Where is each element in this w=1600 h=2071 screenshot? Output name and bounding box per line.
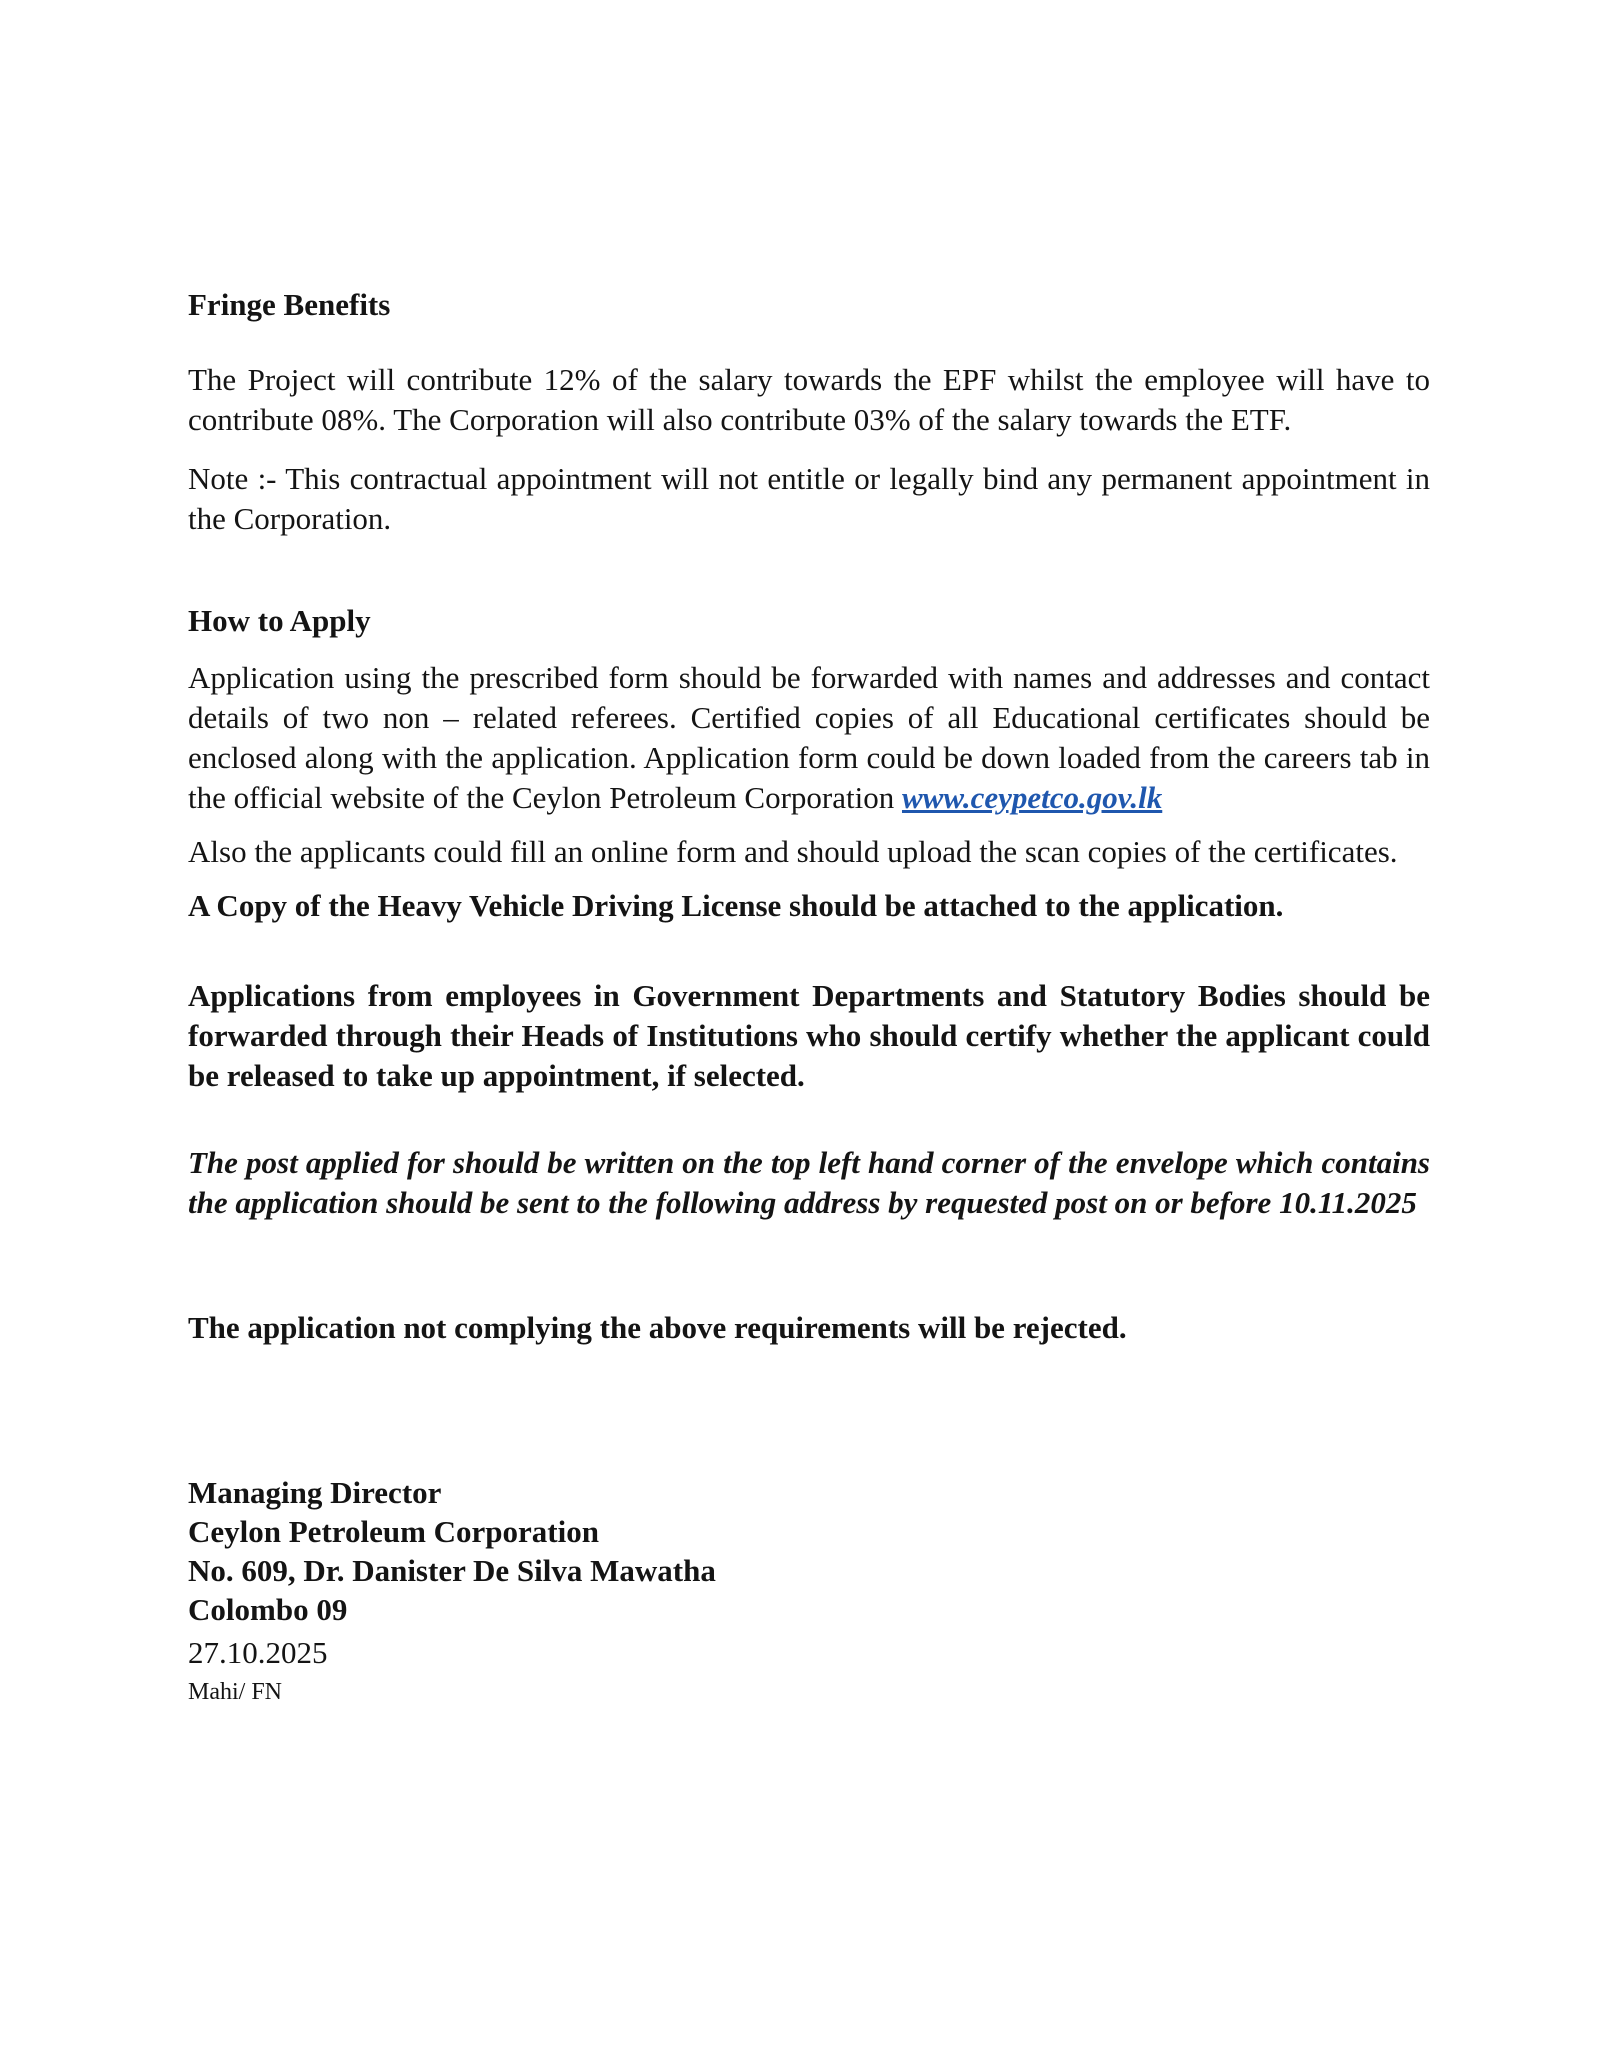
contract-note-paragraph: Note :- This contractual appointment will not entitle or legally bind any permanent appointment in the Corporation. — [188, 461, 1430, 536]
envelope-instructions-paragraph: The post applied for should be written on the top left hand corner of the envelope which contains the application should be sent to the following address by requested post on or before 10.11.2025 — [188, 1145, 1430, 1220]
application-instructions-text: Application using the prescribed form should be forwarded with names and addresses and contact details of two non – related referees. Certified copies of all Educational certificates should be enclosed along with the application. Application form could be down loaded from the careers tab in the official website of the Ceylon Petroleum Corporation — [188, 660, 1430, 815]
signatory-city: Colombo 09 — [188, 1592, 348, 1627]
application-instructions-paragraph — [188, 658, 1430, 818]
signatory-address: No. 609, Dr. Danister De Silva Mawatha — [188, 1553, 716, 1588]
how-to-apply-heading: How to Apply — [188, 603, 371, 638]
ceypetco-website-link[interactable]: www.ceypetco.gov.lk — [901, 780, 1163, 815]
rejection-warning-paragraph: The application not complying the above requirements will be rejected. — [188, 1310, 1127, 1345]
fringe-benefits-heading: Fringe Benefits — [188, 287, 391, 322]
signatory-organization: Ceylon Petroleum Corporation — [188, 1514, 599, 1549]
online-form-paragraph: Also the applicants could fill an online form and should upload the scan copies of the certificates. — [188, 834, 1398, 869]
letter-date: 27.10.2025 — [188, 1635, 328, 1670]
driving-license-paragraph: A Copy of the Heavy Vehicle Driving License should be attached to the application. — [188, 888, 1284, 923]
letter-body — [188, 285, 1430, 1709]
government-employees-paragraph: Applications from employees in Government Departments and Statutory Bodies should be forwarded through their Heads of Institutions who should certify whether the applicant could be released to take up appointment, if selected. — [188, 978, 1430, 1093]
epf-contribution-paragraph: The Project will contribute 12% of the salary towards the EPF whilst the employee will have to contribute 08%. The Corporation will also contribute 03% of the salary towards the ETF. — [188, 362, 1430, 437]
signatory-title: Managing Director — [188, 1475, 442, 1510]
signature-block — [188, 1473, 1430, 1629]
reference-initials: Mahi/ FN — [188, 1679, 283, 1705]
